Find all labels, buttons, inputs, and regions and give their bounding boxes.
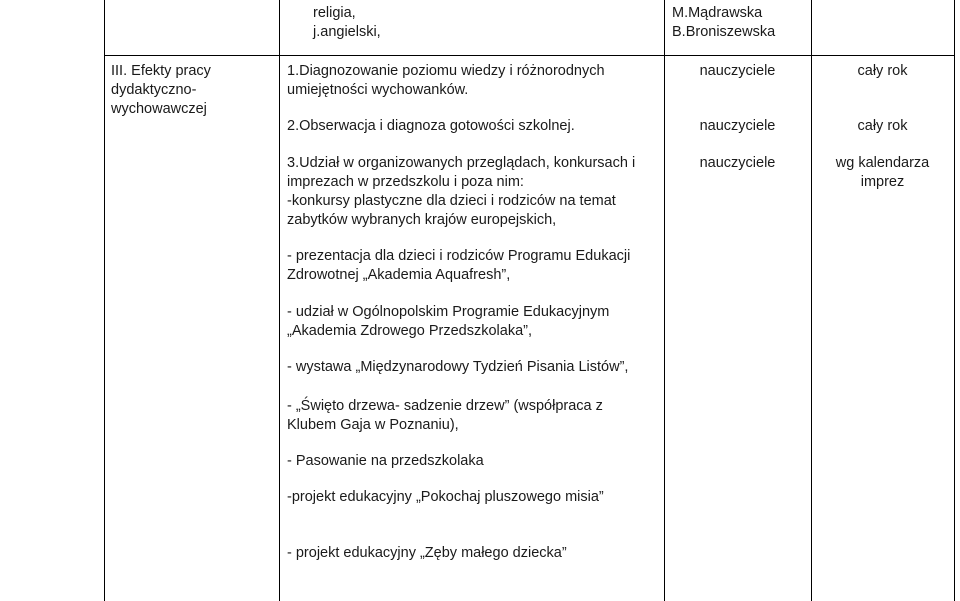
task-1-text: 1.Diagnozowanie poziomu wiedzy i różnorodnych umiejętności wychowanków. (287, 63, 605, 98)
table-row-divider (104, 55, 955, 56)
task-3-responsible: nauczyciele (699, 155, 776, 171)
prev-row-activities: religia, j.angielski, (313, 5, 381, 40)
task-3-text: 3.Udział w organizowanych przeglądach, konkursach i imprezach w przedszkolu i poza nim: -konkursy plastyczne dla dzieci i rodziców na temat zabytków wybranych krajów europejskich, (287, 155, 636, 228)
task-1-responsible: nauczyciele (699, 63, 776, 79)
task-3-item: - prezentacja dla dzieci i rodziców Programu Edukacji Zdrowotnej „Akademia Aquafresh”, (287, 248, 631, 283)
task-2-term: cały rok (857, 118, 908, 134)
task-2-responsible: nauczyciele (699, 118, 776, 134)
prev-row-responsible: M.Mądrawska B.Broniszewska (672, 5, 776, 40)
task-3-item: - Pasowanie na przedszkolaka (287, 453, 484, 469)
task-3-item: - „Święto drzewa- sadzenie drzew” (współpraca z Klubem Gaja w Poznaniu), (287, 398, 603, 433)
task-3-term: wg kalendarza imprez (835, 155, 930, 190)
task-3-item: - udział w Ogólnopolskim Programie Edukacyjnym „Akademia Zdrowego Przedszkolaka”, (287, 304, 610, 339)
task-3-item: - wystawa „Międzynarodowy Tydzień Pisania Listów”, (287, 359, 629, 375)
table-border-col2 (279, 0, 280, 601)
task-3-item: -projekt edukacyjny „Pokochaj pluszowego misia” (287, 489, 604, 505)
task-3-item: - projekt edukacyjny „Zęby małego dziecka” (287, 545, 567, 561)
section-title: III. Efekty pracy dydaktyczno- wychowawczej (111, 63, 211, 117)
task-2-text: 2.Obserwacja i diagnoza gotowości szkolnej. (287, 118, 575, 134)
table-border-col3 (664, 0, 665, 601)
table-border-left (104, 0, 105, 601)
table-border-col4 (811, 0, 812, 601)
task-1-term: cały rok (857, 63, 908, 79)
table-border-right (954, 0, 955, 601)
